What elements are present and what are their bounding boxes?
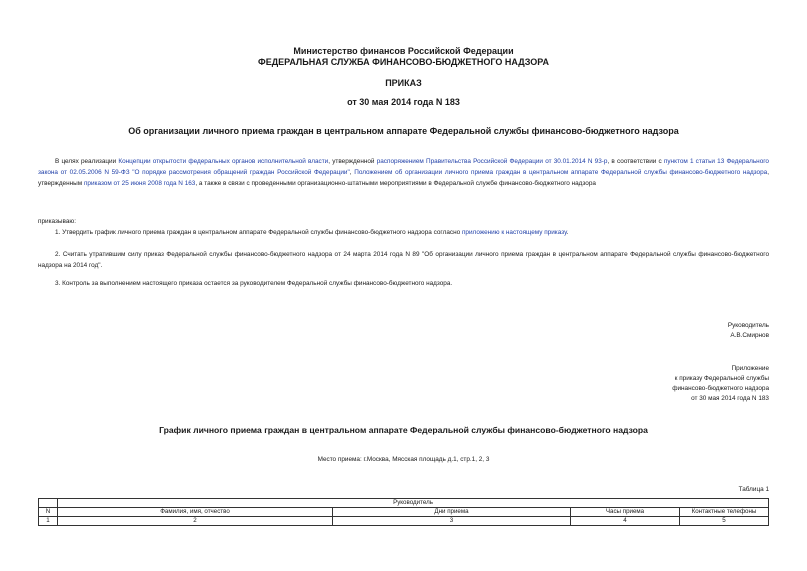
intro-text-1: В целях реализации [55, 158, 119, 165]
reception-place: Место приема: г.Москва, Мясская площадь д.1, стр.1, 2, 3 [317, 456, 490, 463]
link-government-order[interactable]: распоряжением Правительства Российской Федерации от 30.01.2014 N 93-р [376, 158, 608, 165]
signature-position: Руководитель [727, 322, 769, 329]
item-3: 3. Контроль за выполнением настоящего приказа остается за руководителем Федеральной службы финансово-бюджетного надзора. [55, 280, 453, 287]
table-row [39, 517, 769, 526]
item-1-end: . [566, 229, 569, 236]
intro-paragraph [38, 156, 769, 190]
link-order-163[interactable]: приказом от 25 июня 2008 года N 163 [83, 180, 196, 188]
table-header-hours: Часы приема [571, 508, 680, 517]
intro-text-3: , в соответствии с [607, 158, 664, 165]
table-header-days: Дни приема [333, 508, 571, 517]
doc-date-number: от 30 мая 2014 года N 183 [347, 97, 460, 107]
schedule-title: График личного приема граждан в центральном аппарате Федеральной службы финансово-бюджетного надзора [159, 425, 648, 435]
link-concept[interactable]: Концепции открытости федеральных органов исполнительной власти [118, 158, 329, 165]
appendix-line-1: Приложение [731, 365, 769, 372]
item-2: 2. Считать утратившим силу приказ Федеральной службы финансово-бюджетного надзора от 24 марта 2014 года N 89 "Об организации личного приема граждан в центральном аппарате Федеральной службы финансово-бюджетного надзора на 2014 год". [38, 251, 769, 270]
schedule-table [38, 498, 769, 526]
table-header-n: N [39, 508, 58, 517]
table-header-row [39, 508, 769, 517]
appendix-line-2: к приказу Федеральной службы [674, 375, 769, 382]
ministry-name: Министерство финансов Российской Федерации [293, 46, 514, 56]
link-appendix[interactable]: приложению к настоящему приказу [461, 229, 567, 236]
order-word: приказываю: [38, 218, 76, 225]
service-name: ФЕДЕРАЛЬНАЯ СЛУЖБА ФИНАНСОВО-БЮДЖЕТНОГО НАДЗОРА [258, 57, 549, 67]
intro-text-2: , утвержденной [328, 158, 377, 165]
appendix-line-3: финансово-бюджетного надзора [672, 385, 769, 392]
table-cell-num-2: 2 [58, 517, 333, 526]
table-cell-num-4: 4 [571, 517, 680, 526]
table-header-fio: Фамилия, имя, отчество [58, 508, 333, 517]
intro-text-4: , [349, 169, 355, 177]
table-cell-num-1: 1 [39, 517, 58, 526]
table-header-phones: Контактные телефоны [680, 508, 769, 517]
intro-text-6: , а также в связи с проведенными организационно-штатными мероприятиями в Федеральной службе финансово-бюджетного надзора [195, 180, 596, 188]
table-cell-empty [39, 499, 58, 508]
intro-text-5: , утвержденным [38, 169, 769, 188]
signature-name: А.В.Смирнов [730, 332, 769, 339]
table-cell-num-3: 3 [333, 517, 571, 526]
item-1-text: 1. Утвердить график личного приема граждан в центральном аппарате Федеральной службы финансово-бюджетного надзора согласно [55, 229, 462, 236]
table-label: Таблица 1 [738, 486, 769, 493]
link-federal-law[interactable]: пунктом 1 статьи 13 Федерального закона от 02.05.2006 N 59-ФЗ "О порядке рассмотрения обращений граждан Российской Федерации" [38, 158, 769, 177]
link-regulation[interactable]: Положением об организации личного приема граждан в центральном аппарате Федеральной службы финансово-бюджетного надзора [354, 169, 768, 177]
table-group-header: Руководитель [58, 499, 769, 508]
doc-title: Об организации личного приема граждан в центральном аппарате Федеральной службы финансово-бюджетного надзора [128, 126, 679, 136]
table-cell-num-5: 5 [680, 517, 769, 526]
doc-type: ПРИКАЗ [385, 78, 422, 88]
table-group-header-row [39, 499, 769, 508]
appendix-line-4: от 30 мая 2014 года N 183 [691, 395, 769, 402]
item-1 [38, 227, 769, 238]
